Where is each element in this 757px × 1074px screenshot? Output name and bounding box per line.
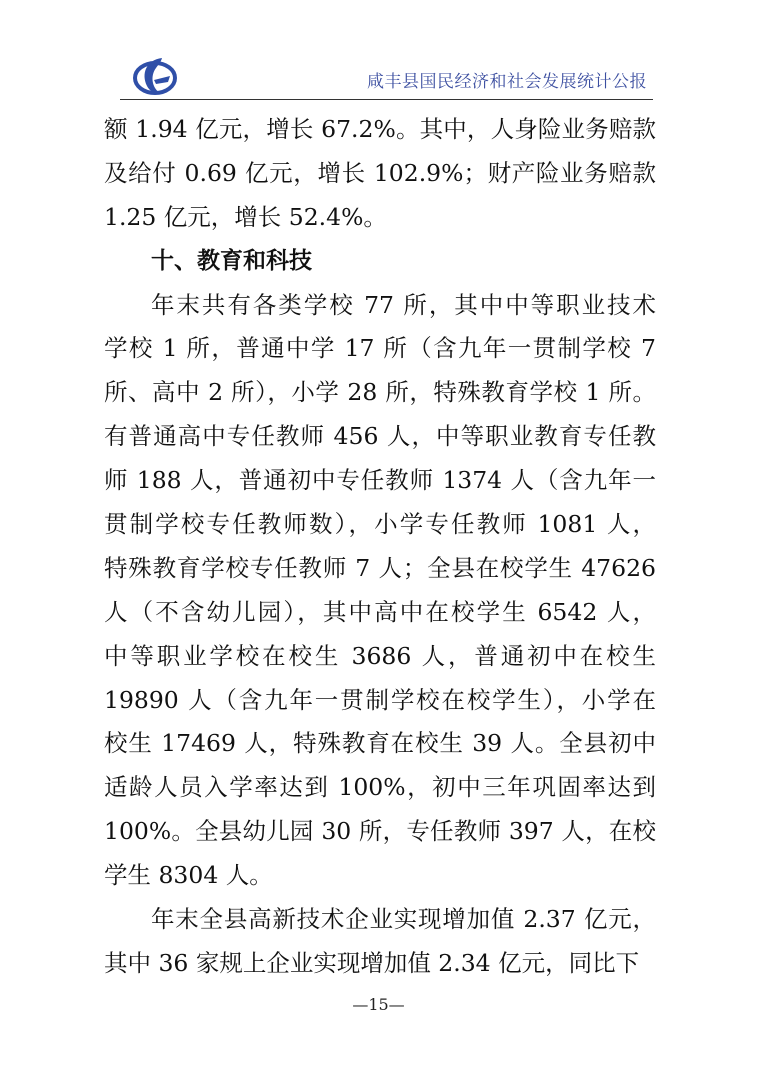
paragraph-line: 所、高中 2 所），小学 28 所，特殊教育学校 1 所。: [104, 378, 656, 407]
document-body: [104, 108, 656, 986]
paragraph-line: 师 188 人，普通初中专任教师 1374 人（含九年一: [104, 466, 656, 495]
report-title: 咸丰县国民经济和社会发展统计公报: [367, 72, 647, 92]
page-header: [120, 52, 653, 100]
header-divider: [120, 99, 653, 100]
paragraph-line: 特殊教育学校专任教师 7 人；全县在校学生 47626: [104, 553, 656, 582]
paragraph-line: 其中 36 家规上企业实现增加值 2.34 亿元，同比下: [104, 948, 640, 977]
paragraph-line: 学校 1 所，普通中学 17 所（含九年一贯制学校 7: [104, 334, 656, 363]
section-heading: 十、教育和科技: [151, 247, 312, 274]
paragraph-line: 额 1.94 亿元，增长 67.2%。其中，人身险业务赔款: [104, 115, 656, 143]
paragraph-line: 年末共有各类学校 77 所，其中中等职业技术: [151, 290, 656, 319]
paragraph-line: 1.25 亿元，增长 52.4%。: [104, 202, 387, 231]
paragraph-line: 中等职业学校在校生 3686 人，普通初中在校生: [104, 641, 656, 670]
paragraph-line: 100%。全县幼儿园 30 所，专任教师 397 人，在校: [104, 817, 656, 846]
paragraph-line: 贯制学校专任教师数），小学专任教师 1081 人，: [104, 510, 656, 539]
paragraph-line: 人（不含幼儿园），其中高中在校学生 6542 人，: [104, 597, 656, 626]
paragraph-line: 及给付 0.69 亿元，增长 102.9%；财产险业务赔款: [104, 158, 656, 187]
paragraph-line: 19890 人（含九年一贯制学校在校学生），小学在: [104, 685, 656, 714]
paragraph-line: 学生 8304 人。: [104, 861, 273, 890]
paragraph-line: 适龄人员入学率达到 100%，初中三年巩固率达到: [104, 773, 656, 802]
paragraph-line: 校生 17469 人，特殊教育在校生 39 人。全县初中: [104, 729, 656, 758]
paragraph-line: 年末全县高新技术企业实现增加值 2.37 亿元，: [151, 905, 656, 934]
paragraph-line: 有普通高中专任教师 456 人，中等职业教育专任教: [104, 422, 656, 451]
page-number: —15—: [352, 995, 405, 1014]
statistics-logo-icon: [132, 54, 178, 98]
